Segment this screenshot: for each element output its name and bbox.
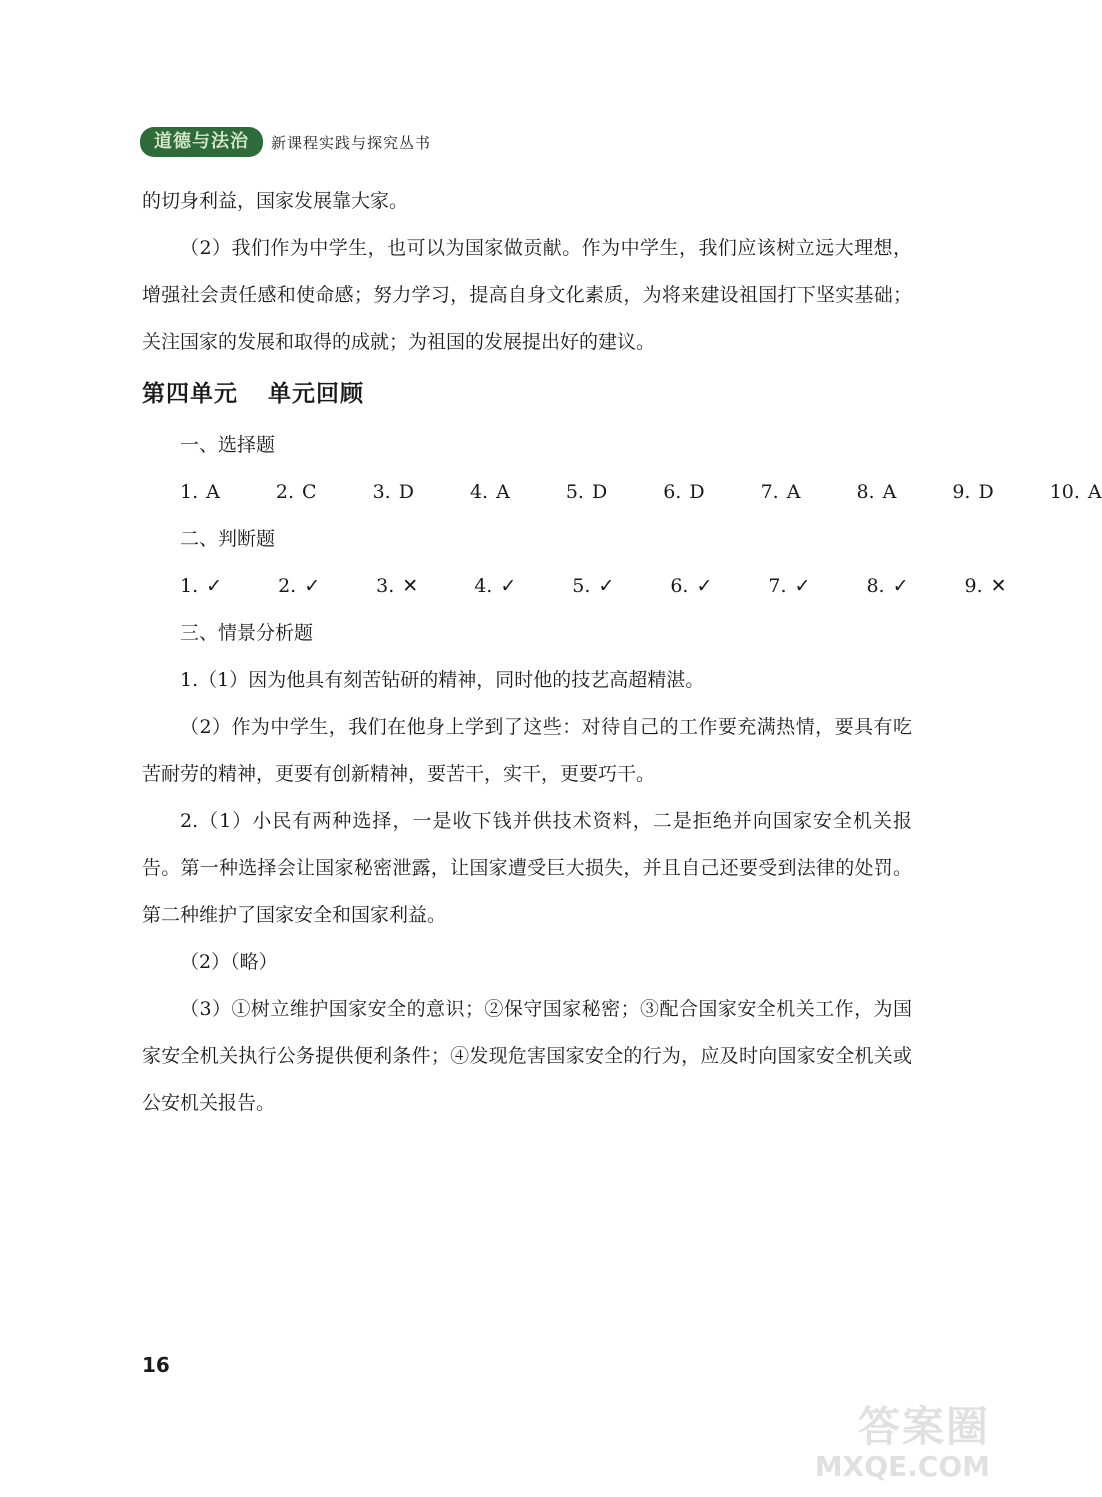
answer-item <box>436 563 516 610</box>
answer-number: 8. <box>856 481 875 503</box>
answer-number: 1. <box>180 575 199 597</box>
answer-item <box>338 563 418 610</box>
answer-item <box>625 469 704 516</box>
answer-item <box>238 469 317 516</box>
answer-number: 5. <box>565 481 584 503</box>
section-heading-analysis: 三、情景分析题 <box>180 622 314 644</box>
answer-value: A <box>206 481 220 503</box>
answer-value: ✓ <box>696 575 713 597</box>
answer-value: ✓ <box>304 575 321 597</box>
answer-item <box>723 469 801 516</box>
answer-number: 9. <box>952 481 971 503</box>
answer-value: D <box>978 481 994 503</box>
judge-answer-list <box>142 563 1007 610</box>
answer-value: A <box>496 481 510 503</box>
answer-number: 8. <box>866 575 885 597</box>
answer-number: 3. <box>372 481 391 503</box>
choice-answer-list <box>142 469 1102 516</box>
answer-number: 4. <box>474 575 493 597</box>
answer-value: A <box>882 481 897 503</box>
analysis-q2-part1: 2.（1）小民有两种选择，一是收下钱并供技术资料，二是拒绝并向国家安全机关报告。第一种选择会让国家秘密泄露，让国家遭受巨大损失，并且自己还要受到法律的处罚。第二种维护了国家安全和国家利益。 <box>142 810 912 926</box>
subject-badge: 道德与法治 <box>140 127 263 157</box>
answer-item <box>914 469 993 516</box>
answer-number: 6. <box>670 575 689 597</box>
answer-number: 5. <box>572 575 591 597</box>
unit-title-sub: 单元回顾 <box>268 381 364 407</box>
answer-number: 7. <box>768 575 787 597</box>
answer-number: 10. <box>1049 481 1080 503</box>
page-number: 16 <box>142 1353 170 1377</box>
answer-number: 7. <box>760 481 779 503</box>
analysis-q1-part1: 1.（1）因为他具有刻苦钻研的精神，同时他的技艺高超精湛。 <box>180 669 705 691</box>
answer-item <box>632 563 712 610</box>
analysis-q2-part3: （3）①树立维护国家安全的意识；②保守国家秘密；③配合国家安全机关工作，为国家安全机关执行公务提供便利条件；④发现危害国家安全的行为，应及时向国家安全机关或公安机关报告。 <box>142 998 912 1114</box>
answer-item <box>240 563 320 610</box>
answer-value: D <box>398 481 414 503</box>
watermark-logo-text: 答案圈 <box>857 1402 990 1451</box>
series-title: 新课程实践与探究丛书 <box>271 133 432 152</box>
section-heading-judge: 二、判断题 <box>180 528 276 550</box>
answer-value: D <box>689 481 705 503</box>
paragraph-answer-2: （2）我们作为中学生，也可以为国家做贡献。作为中学生，我们应该树立远大理想，增强社会责任感和使命感；努力学习，提高自身文化素质，为将来建设祖国打下坚实基础；关注国家的发展和取得的成就；为祖国的发展提出好的建议。 <box>142 237 912 353</box>
section-heading-choice: 一、选择题 <box>180 434 276 456</box>
answer-value: ✕ <box>402 575 419 597</box>
answer-item <box>142 469 220 516</box>
answer-value: A <box>1087 481 1102 503</box>
answer-value: ✓ <box>500 575 517 597</box>
answer-item <box>828 563 908 610</box>
analysis-q1-part2: （2）作为中学生，我们在他身上学到了这些：对待自己的工作要充满热情，要具有吃苦耐劳的精神，更要有创新精神，要苦干，实干，更要巧干。 <box>142 716 912 785</box>
answer-number: 2. <box>275 481 295 503</box>
answer-item <box>142 563 222 610</box>
paragraph-continuation: 的切身利益，国家发展靠大家。 <box>142 190 409 212</box>
answer-value: D <box>591 481 608 503</box>
unit-title-main: 第四单元 <box>142 381 238 407</box>
page-header <box>140 127 431 157</box>
answer-item <box>730 563 810 610</box>
answer-item <box>432 469 510 516</box>
answer-value: ✓ <box>598 575 615 597</box>
answer-item <box>1012 469 1102 516</box>
answer-number: 9. <box>964 575 983 597</box>
answer-number: 6. <box>663 481 682 503</box>
answer-number: 2. <box>278 575 297 597</box>
answer-number: 3. <box>376 575 395 597</box>
analysis-q2-part2: （2）（略） <box>180 951 278 973</box>
page-content <box>142 178 1102 1127</box>
answer-item <box>818 469 896 516</box>
answer-item <box>927 563 1007 610</box>
answer-item <box>534 563 614 610</box>
answer-value: ✓ <box>794 575 811 597</box>
watermark-logo-mark <box>790 1394 990 1489</box>
answer-value: ✓ <box>892 575 909 597</box>
unit-title <box>142 366 912 422</box>
answer-item <box>335 469 414 516</box>
answer-value: C <box>302 481 317 503</box>
answer-number: 1. <box>180 481 199 503</box>
answer-value: ✕ <box>990 575 1007 597</box>
answer-value: A <box>786 481 801 503</box>
answer-item <box>528 469 607 516</box>
watermark-url: MXQE.COM <box>814 1450 990 1483</box>
answer-value: ✓ <box>206 575 223 597</box>
answer-number: 4. <box>469 481 489 503</box>
